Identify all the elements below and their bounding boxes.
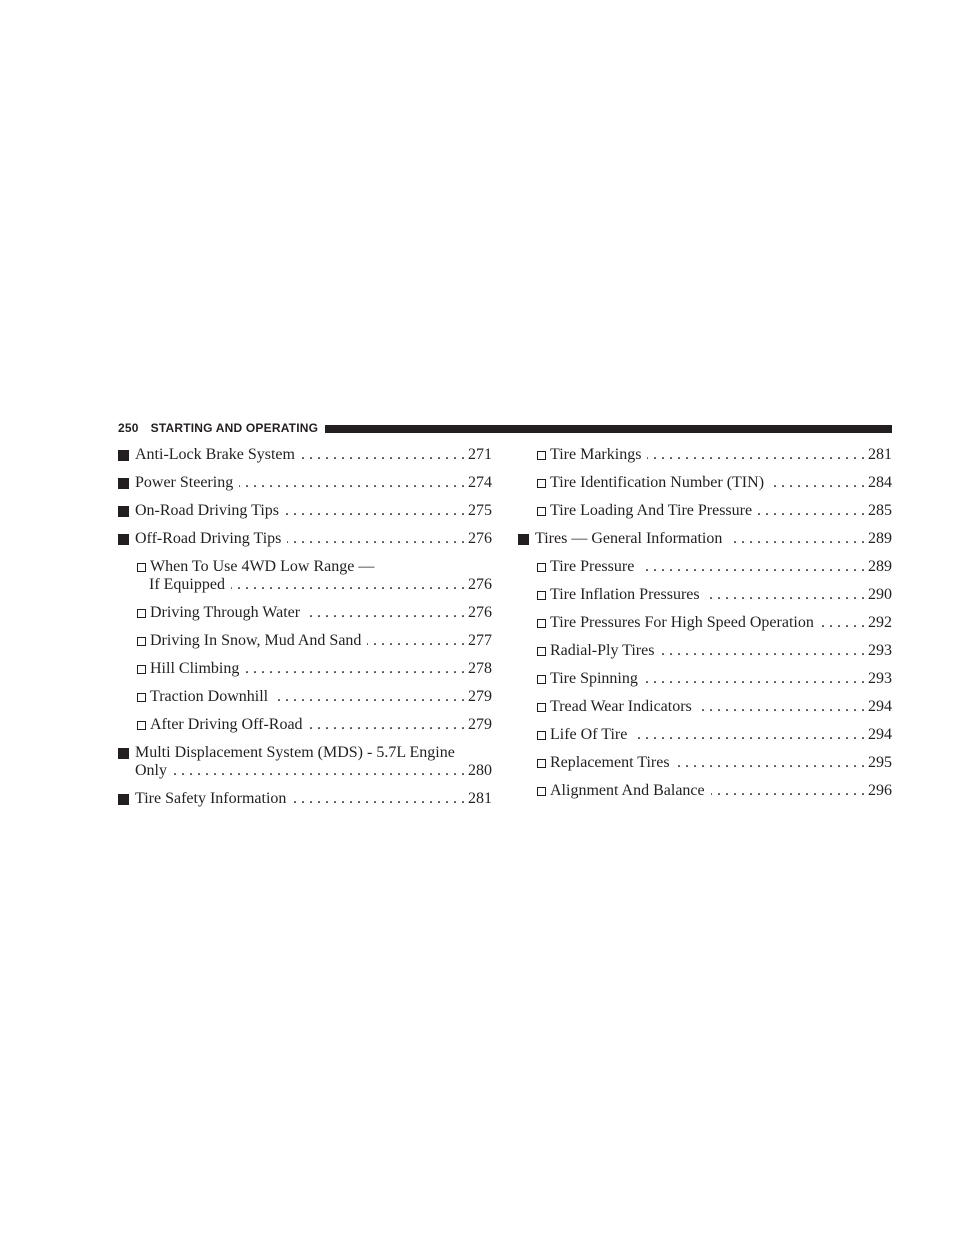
- toc-entry-page: 289: [868, 558, 892, 575]
- toc-entry-label: Replacement Tires: [550, 754, 670, 771]
- dot-leader: [173, 762, 465, 780]
- toc-entry-label: Tires — General Information: [535, 530, 723, 547]
- toc-entry-label: Tire Spinning: [550, 670, 638, 687]
- toc-entry-anti-lock-brake-system[interactable]: [118, 446, 492, 464]
- toc-entry-tires-general-information[interactable]: [518, 530, 892, 548]
- toc-entry-page: 293: [868, 642, 892, 659]
- toc-entry-power-steering[interactable]: [118, 474, 492, 492]
- dot-leader: [231, 576, 465, 594]
- hollow-square-icon: [537, 507, 546, 516]
- hollow-square-icon: [537, 563, 546, 572]
- toc-entry-hill-climbing[interactable]: [118, 660, 492, 678]
- filled-square-icon: [118, 506, 129, 517]
- toc-entry-page: 275: [468, 502, 492, 519]
- hollow-square-icon: [137, 563, 146, 572]
- toc-entry-replacement-tires[interactable]: [518, 754, 892, 772]
- section-title: STARTING AND OPERATING: [150, 421, 319, 435]
- toc-entry-when-to-use-4wd-low-range[interactable]: [118, 558, 492, 594]
- page-number: 250: [118, 421, 139, 435]
- toc-entry-page: 281: [868, 446, 892, 463]
- toc-right-column: [518, 446, 892, 810]
- hollow-square-icon: [537, 479, 546, 488]
- toc-entry-page: 290: [868, 586, 892, 603]
- dot-leader: [698, 698, 865, 716]
- toc-entry-off-road-driving-tips[interactable]: [118, 530, 492, 548]
- toc-entry-label: When To Use 4WD Low Range —: [150, 558, 375, 575]
- filled-square-icon: [118, 450, 129, 461]
- toc-entry-page: 293: [868, 670, 892, 687]
- filled-square-icon: [118, 748, 129, 759]
- hollow-square-icon: [137, 609, 146, 618]
- toc-entry-page: 294: [868, 726, 892, 743]
- dot-leader: [820, 614, 865, 632]
- page-header: [118, 419, 892, 437]
- toc-entry-radial-ply-tires[interactable]: [518, 642, 892, 660]
- toc-entry-page: 278: [468, 660, 492, 677]
- toc-entry-label: Life Of Tire: [550, 726, 628, 743]
- dot-leader: [758, 502, 865, 520]
- toc-entry-tire-loading-and-tire-pressure[interactable]: [518, 502, 892, 520]
- toc-entry-page: 279: [468, 716, 492, 733]
- toc-entry-label: Tire Markings: [550, 446, 642, 463]
- toc-entry-page: 281: [468, 790, 492, 807]
- dot-leader: [245, 660, 465, 678]
- dot-leader: [633, 726, 865, 744]
- toc-entry-page: 284: [868, 474, 892, 491]
- toc-entry-label: Tire Loading And Tire Pressure: [550, 502, 753, 519]
- toc-entry-label: Tire Pressure: [550, 558, 635, 575]
- toc-entry-on-road-driving-tips[interactable]: [118, 502, 492, 520]
- hollow-square-icon: [137, 721, 146, 730]
- dot-leader: [292, 790, 465, 808]
- toc-entry-label: Driving Through Water: [150, 604, 301, 621]
- toc-entry-label: On-Road Driving Tips: [135, 502, 280, 519]
- hollow-square-icon: [137, 637, 146, 646]
- toc-entry-page: 274: [468, 474, 492, 491]
- toc-entry-page: 285: [868, 502, 892, 519]
- dot-leader: [239, 474, 465, 492]
- dot-leader: [728, 530, 865, 548]
- toc-entry-life-of-tire[interactable]: [518, 726, 892, 744]
- dot-leader: [274, 688, 465, 706]
- toc-entry-label: After Driving Off-Road: [150, 716, 303, 733]
- dot-leader: [770, 474, 865, 492]
- filled-square-icon: [518, 534, 529, 545]
- filled-square-icon: [118, 478, 129, 489]
- hollow-square-icon: [537, 731, 546, 740]
- toc-entry-label: Multi Displacement System (MDS) - 5.7L Engine: [135, 744, 455, 761]
- dot-leader: [706, 586, 865, 604]
- toc-entry-label: Tire Identification Number (TIN): [550, 474, 765, 491]
- toc-entry-tire-pressures-for-high-speed-operation[interactable]: [518, 614, 892, 632]
- toc-entry-label: Driving In Snow, Mud And Sand: [150, 632, 362, 649]
- toc-entry-label: Tread Wear Indicators: [550, 698, 692, 715]
- toc-entry-label: Anti-Lock Brake System: [135, 446, 295, 463]
- toc-entry-tread-wear-indicators[interactable]: [518, 698, 892, 716]
- toc-left-column: [118, 446, 492, 818]
- dot-leader: [309, 716, 465, 734]
- dot-leader: [287, 530, 465, 548]
- toc-entry-tire-inflation-pressures[interactable]: [518, 586, 892, 604]
- header-rule: [325, 425, 892, 433]
- toc-entry-tire-safety-information[interactable]: [118, 790, 492, 808]
- toc-entry-driving-in-snow-mud-and-sand[interactable]: [118, 632, 492, 650]
- toc-entry-label-continued: Only: [135, 762, 167, 779]
- toc-entry-label: Alignment And Balance: [550, 782, 705, 799]
- toc-entry-page: 296: [868, 782, 892, 799]
- hollow-square-icon: [537, 759, 546, 768]
- filled-square-icon: [118, 534, 129, 545]
- toc-entry-label: Tire Inflation Pressures: [550, 586, 700, 603]
- dot-leader: [367, 632, 465, 650]
- toc-entry-tire-identification-number-tin[interactable]: [518, 474, 892, 492]
- toc-entry-label: Hill Climbing: [150, 660, 240, 677]
- toc-entry-page: 280: [468, 762, 492, 779]
- toc-entry-page: 276: [468, 530, 492, 547]
- toc-entry-page: 276: [468, 604, 492, 621]
- hollow-square-icon: [537, 591, 546, 600]
- toc-entry-after-driving-off-road[interactable]: [118, 716, 492, 734]
- dot-leader: [301, 446, 465, 464]
- toc-entry-alignment-and-balance[interactable]: [518, 782, 892, 800]
- dot-leader: [306, 604, 465, 622]
- hollow-square-icon: [137, 665, 146, 674]
- toc-entry-page: 271: [468, 446, 492, 463]
- toc-entry-label: Traction Downhill: [150, 688, 269, 705]
- hollow-square-icon: [537, 703, 546, 712]
- dot-leader: [647, 446, 865, 464]
- hollow-square-icon: [537, 647, 546, 656]
- hollow-square-icon: [537, 675, 546, 684]
- toc-entry-label: Tire Safety Information: [135, 790, 287, 807]
- toc-entry-page: 292: [868, 614, 892, 631]
- hollow-square-icon: [537, 787, 546, 796]
- toc-entry-driving-through-water[interactable]: [118, 604, 492, 622]
- filled-square-icon: [118, 794, 129, 805]
- dot-leader: [640, 558, 865, 576]
- toc-entry-page: 279: [468, 688, 492, 705]
- toc-entry-page: 276: [468, 576, 492, 593]
- toc-entry-tire-spinning[interactable]: [518, 670, 892, 688]
- hollow-square-icon: [537, 451, 546, 460]
- dot-leader: [676, 754, 865, 772]
- dot-leader: [644, 670, 865, 688]
- toc-entry-multi-displacement-system-mds-5-7l-engine[interactable]: [118, 744, 492, 780]
- toc-entry-label: Power Steering: [135, 474, 234, 491]
- toc-entry-label-continued: If Equipped: [149, 576, 225, 593]
- toc-entry-label: Radial-Ply Tires: [550, 642, 655, 659]
- toc-entry-label: Off-Road Driving Tips: [135, 530, 282, 547]
- toc-entry-page: 289: [868, 530, 892, 547]
- toc-entry-page: 294: [868, 698, 892, 715]
- toc-entry-traction-downhill[interactable]: [118, 688, 492, 706]
- toc-entry-page: 277: [468, 632, 492, 649]
- dot-leader: [660, 642, 865, 660]
- hollow-square-icon: [537, 619, 546, 628]
- toc-entry-tire-pressure[interactable]: [518, 558, 892, 576]
- toc-entry-tire-markings[interactable]: [518, 446, 892, 464]
- dot-leader: [285, 502, 465, 520]
- toc-entry-label: Tire Pressures For High Speed Operation: [550, 614, 814, 631]
- dot-leader: [711, 782, 865, 800]
- toc-entry-page: 295: [868, 754, 892, 771]
- hollow-square-icon: [137, 693, 146, 702]
